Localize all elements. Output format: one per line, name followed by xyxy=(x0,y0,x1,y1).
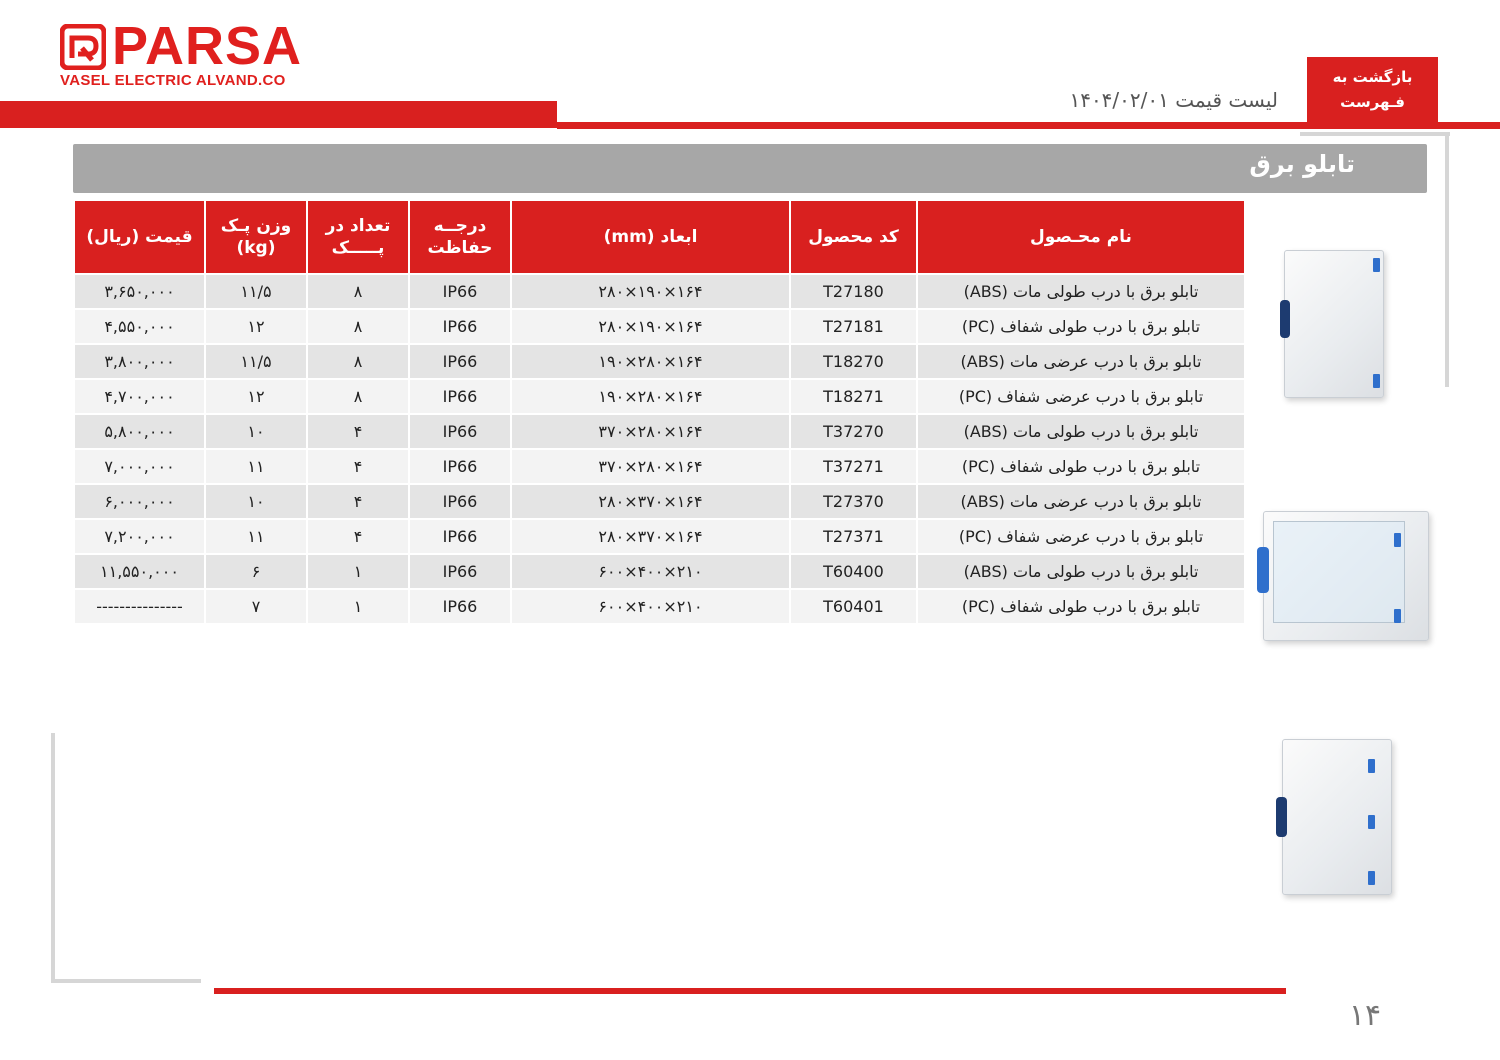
cell-product-name: تابلو برق با درب عرضی شفاف (PC) xyxy=(917,379,1245,414)
table-row xyxy=(74,589,1245,624)
cell-dimensions: ۲۸۰×۱۹۰×۱۶۴ xyxy=(511,309,790,344)
cell-weight: ۱۱/۵ xyxy=(205,274,307,309)
cell-product-name: تابلو برق با درب طولی مات (ABS) xyxy=(917,414,1245,449)
cell-protection: IP66 xyxy=(409,414,511,449)
cell-code: T60400 xyxy=(790,554,917,589)
table-row xyxy=(74,414,1245,449)
product-image-opaque-vertical xyxy=(1280,248,1390,400)
cell-protection: IP66 xyxy=(409,274,511,309)
brand-logo xyxy=(60,16,320,92)
cell-code: T27371 xyxy=(790,519,917,554)
cell-weight: ۱۲ xyxy=(205,309,307,344)
cell-protection: IP66 xyxy=(409,309,511,344)
cell-product-name: تابلو برق با درب طولی مات (ABS) xyxy=(917,554,1245,589)
cell-product-name: تابلو برق با درب طولی مات (ABS) xyxy=(917,274,1245,309)
cell-qty: ۴ xyxy=(307,449,409,484)
cell-product-name: تابلو برق با درب عرضی شفاف (PC) xyxy=(917,519,1245,554)
cell-dimensions: ۱۹۰×۲۸۰×۱۶۴ xyxy=(511,379,790,414)
table-row xyxy=(74,554,1245,589)
header-product-name: نام محـصول xyxy=(917,200,1245,274)
cell-weight: ۷ xyxy=(205,589,307,624)
decorative-corner-bottom-left-h xyxy=(51,979,201,983)
back-button-line2: فـهرست xyxy=(1340,93,1405,111)
cell-product-name: تابلو برق با درب طولی شفاف (PC) xyxy=(917,589,1245,624)
cell-price: ۳,۸۰۰,۰۰۰ xyxy=(74,344,205,379)
cell-price: ۷,۰۰۰,۰۰۰ xyxy=(74,449,205,484)
cell-qty: ۴ xyxy=(307,519,409,554)
cell-protection: IP66 xyxy=(409,519,511,554)
cell-dimensions: ۳۷۰×۲۸۰×۱۶۴ xyxy=(511,449,790,484)
cell-price: ۱۱,۵۵۰,۰۰۰ xyxy=(74,554,205,589)
cell-dimensions: ۲۸۰×۱۹۰×۱۶۴ xyxy=(511,274,790,309)
table-row xyxy=(74,309,1245,344)
cell-protection: IP66 xyxy=(409,589,511,624)
cell-dimensions: ۳۷۰×۲۸۰×۱۶۴ xyxy=(511,414,790,449)
cell-price: ۳,۶۵۰,۰۰۰ xyxy=(74,274,205,309)
price-table xyxy=(73,199,1246,625)
cell-code: T27370 xyxy=(790,484,917,519)
header-red-bar-right xyxy=(557,122,1500,129)
cell-weight: ۶ xyxy=(205,554,307,589)
cell-product-name: تابلو برق با درب طولی شفاف (PC) xyxy=(917,449,1245,484)
header-code: کد محصول xyxy=(790,200,917,274)
cell-weight: ۱۱/۵ xyxy=(205,344,307,379)
header-dimensions: ابعاد (mm) xyxy=(511,200,790,274)
decorative-corner-right xyxy=(1445,132,1449,387)
section-title: تابلو برق xyxy=(1249,150,1355,178)
cell-qty: ۸ xyxy=(307,344,409,379)
header-weight: وزن پـک (kg) xyxy=(205,200,307,274)
cell-protection: IP66 xyxy=(409,379,511,414)
header-qty: تعداد در پـــــک xyxy=(307,200,409,274)
table-header-row xyxy=(74,200,1245,274)
cell-weight: ۱۱ xyxy=(205,519,307,554)
cell-price: ۴,۷۰۰,۰۰۰ xyxy=(74,379,205,414)
cell-qty: ۸ xyxy=(307,309,409,344)
brand-subtitle: VASEL ELECTRIC ALVAND.CO xyxy=(60,72,286,89)
table-row xyxy=(74,519,1245,554)
table-row xyxy=(74,484,1245,519)
cell-price: --------------- xyxy=(74,589,205,624)
cell-qty: ۱ xyxy=(307,589,409,624)
cell-qty: ۴ xyxy=(307,414,409,449)
table-row xyxy=(74,379,1245,414)
cell-weight: ۱۰ xyxy=(205,414,307,449)
cell-product-name: تابلو برق با درب طولی شفاف (PC) xyxy=(917,309,1245,344)
cell-code: T27181 xyxy=(790,309,917,344)
cell-code: T37270 xyxy=(790,414,917,449)
header-protection: درجــه حفاظت xyxy=(409,200,511,274)
cell-dimensions: ۶۰۰×۴۰۰×۲۱۰ xyxy=(511,589,790,624)
table-row xyxy=(74,344,1245,379)
cell-qty: ۸ xyxy=(307,379,409,414)
back-button-line1: بازگشت به xyxy=(1332,68,1413,86)
cell-code: T27180 xyxy=(790,274,917,309)
page-number: ۱۴ xyxy=(1348,998,1382,1033)
cell-code: T18271 xyxy=(790,379,917,414)
header-price: قیمت (ریال) xyxy=(74,200,205,274)
cell-weight: ۱۰ xyxy=(205,484,307,519)
price-list-date: لیست قیمت ۱۴۰۴/۰۲/۰۱ xyxy=(1069,88,1278,112)
product-image-opaque-large xyxy=(1276,737,1398,897)
cell-code: T60401 xyxy=(790,589,917,624)
cell-dimensions: ۲۸۰×۳۷۰×۱۶۴ xyxy=(511,484,790,519)
product-image-transparent-horizontal xyxy=(1255,505,1435,645)
cell-dimensions: ۶۰۰×۴۰۰×۲۱۰ xyxy=(511,554,790,589)
section-header xyxy=(73,144,1427,193)
decorative-corner-top xyxy=(1300,132,1450,136)
header-red-bar-left xyxy=(0,101,557,128)
cell-qty: ۱ xyxy=(307,554,409,589)
cell-dimensions: ۱۹۰×۲۸۰×۱۶۴ xyxy=(511,344,790,379)
cell-price: ۴,۵۵۰,۰۰۰ xyxy=(74,309,205,344)
cell-product-name: تابلو برق با درب عرضی مات (ABS) xyxy=(917,484,1245,519)
cell-protection: IP66 xyxy=(409,484,511,519)
decorative-corner-bottom-left-v xyxy=(51,733,55,983)
cell-protection: IP66 xyxy=(409,554,511,589)
cell-price: ۵,۸۰۰,۰۰۰ xyxy=(74,414,205,449)
cell-price: ۶,۰۰۰,۰۰۰ xyxy=(74,484,205,519)
cell-product-name: تابلو برق با درب عرضی مات (ABS) xyxy=(917,344,1245,379)
cell-code: T18270 xyxy=(790,344,917,379)
parsa-logo-icon xyxy=(60,24,106,70)
table-row xyxy=(74,449,1245,484)
table-row xyxy=(74,274,1245,309)
cell-code: T37271 xyxy=(790,449,917,484)
cell-protection: IP66 xyxy=(409,449,511,484)
cell-dimensions: ۲۸۰×۳۷۰×۱۶۴ xyxy=(511,519,790,554)
back-to-index-button[interactable] xyxy=(1307,57,1438,123)
cell-protection: IP66 xyxy=(409,344,511,379)
footer-red-bar xyxy=(214,988,1286,994)
cell-price: ۷,۲۰۰,۰۰۰ xyxy=(74,519,205,554)
cell-weight: ۱۱ xyxy=(205,449,307,484)
cell-qty: ۸ xyxy=(307,274,409,309)
brand-name: PARSA xyxy=(112,16,303,76)
cell-weight: ۱۲ xyxy=(205,379,307,414)
cell-qty: ۴ xyxy=(307,484,409,519)
